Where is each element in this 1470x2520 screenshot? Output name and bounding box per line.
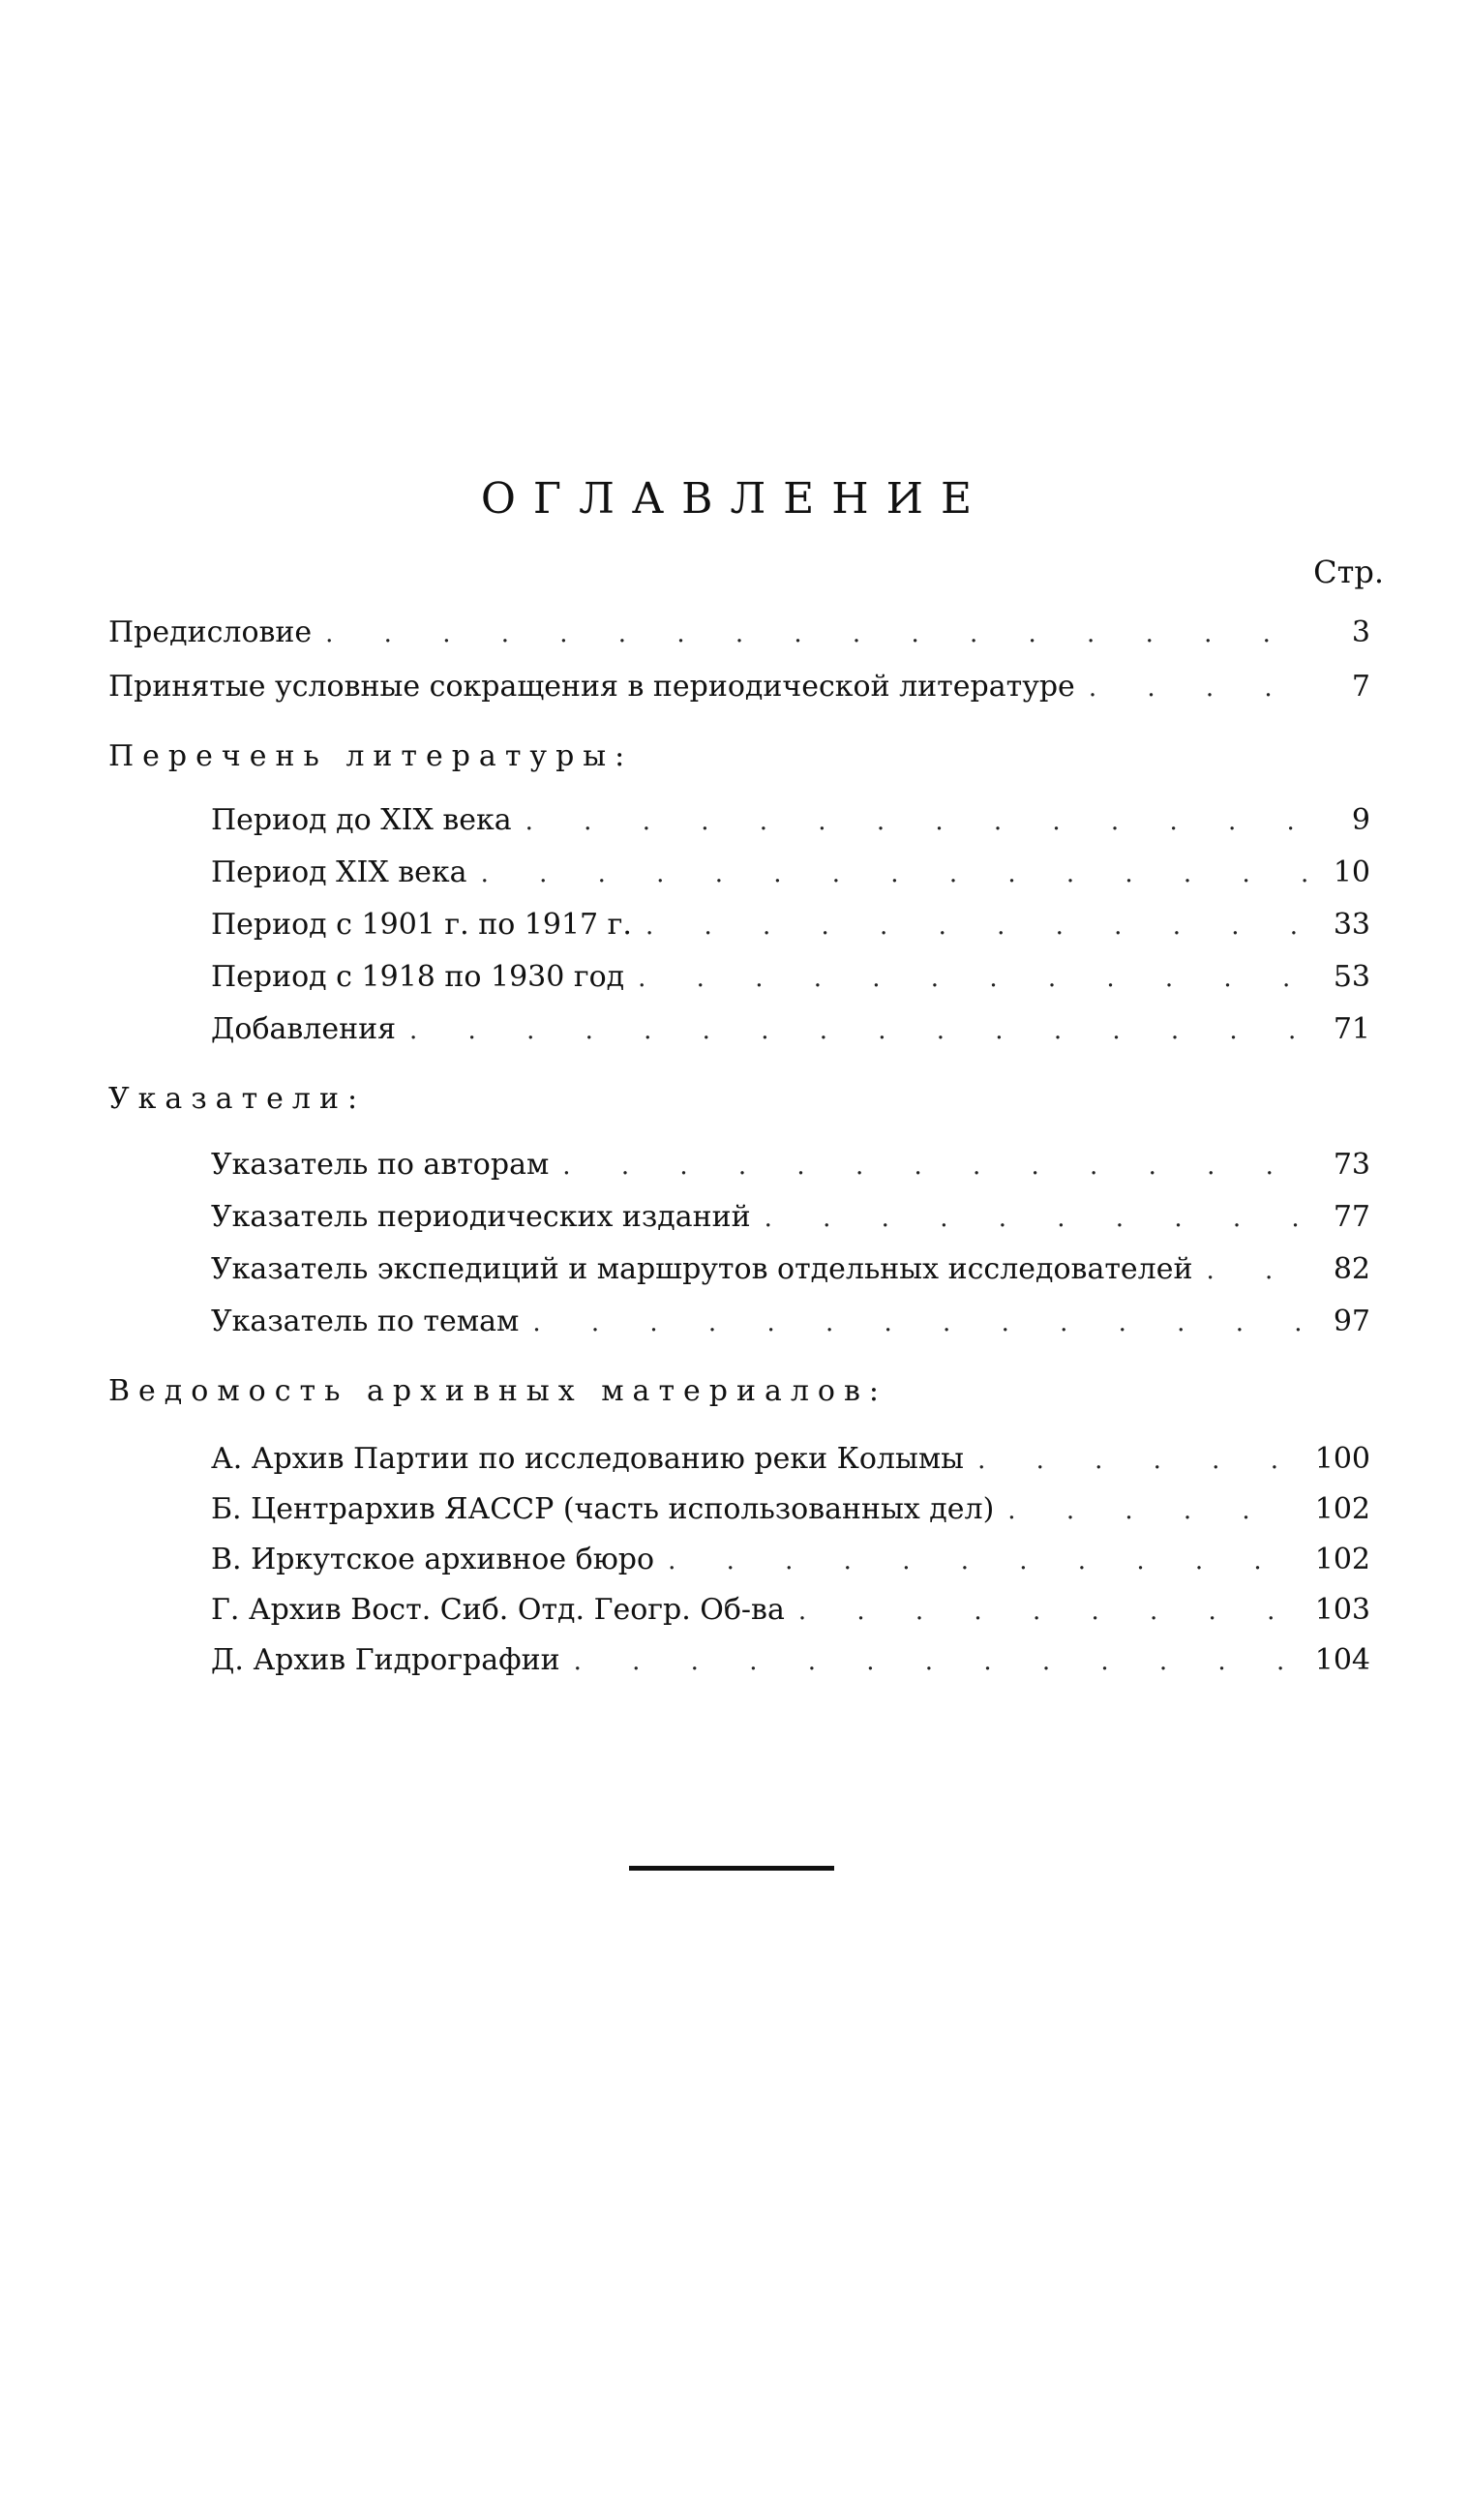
toc-entry-label: Д. Архив Гидрографии	[211, 1643, 560, 1677]
toc-entry	[211, 1492, 1370, 1539]
toc-entry	[211, 803, 1370, 850]
toc-entry-label: Период с 1918 по 1930 год	[211, 960, 625, 994]
dot-leader	[409, 1016, 1318, 1045]
toc-entry-page: 9	[1351, 803, 1370, 837]
dot-leader	[1207, 1256, 1319, 1285]
toc-entry-label: Период XIX века	[211, 855, 467, 889]
toc-entry	[211, 1012, 1370, 1059]
dot-leader	[562, 1152, 1318, 1181]
toc-entry-page: 10	[1333, 855, 1370, 889]
toc-entry-label: Добавления	[211, 1012, 397, 1046]
toc-entry	[211, 1148, 1370, 1194]
toc-entry	[211, 1593, 1370, 1639]
toc-entry-page: 102	[1314, 1543, 1370, 1576]
toc-entry-label: Указатель по темам	[211, 1305, 520, 1338]
toc-entry-label: Указатель по авторам	[211, 1148, 550, 1182]
toc-entry-abbreviations	[108, 670, 1370, 716]
toc-entry-page: 82	[1333, 1252, 1370, 1286]
toc-entry-page: 102	[1314, 1492, 1370, 1526]
toc-entry-page: 3	[1351, 615, 1370, 649]
toc-entry-page: 71	[1333, 1012, 1370, 1046]
section-heading-archives: Ведомость архивных материалов:	[108, 1374, 887, 1408]
toc-entry-page: 77	[1333, 1200, 1370, 1234]
toc-entry	[211, 908, 1370, 954]
toc-entry	[211, 960, 1370, 1006]
dot-leader	[798, 1597, 1302, 1626]
page-column-header: Стр.	[1313, 554, 1384, 590]
toc-entry-label: Принятые условные сокращения в периодической литературе	[108, 670, 1075, 704]
toc-entry-label: Период с 1901 г. по 1917 г.	[211, 908, 632, 942]
toc-entry-label: Указатель периодических изданий	[211, 1200, 751, 1234]
toc-entry-page: 103	[1314, 1593, 1370, 1627]
dot-leader	[325, 619, 1318, 648]
toc-entry-page: 100	[1314, 1442, 1370, 1476]
dot-leader	[645, 912, 1318, 941]
dot-leader	[1089, 674, 1318, 703]
toc-entry-page: 53	[1333, 960, 1370, 994]
toc-entry	[211, 1305, 1370, 1351]
dot-leader	[668, 1546, 1302, 1575]
toc-entry	[211, 1543, 1370, 1589]
toc-entry-page: 97	[1333, 1305, 1370, 1338]
dot-leader	[574, 1647, 1302, 1676]
toc-entry-label: Период до XIX века	[211, 803, 512, 837]
dot-leader	[1007, 1496, 1301, 1525]
section-heading-indexes: Указатели:	[108, 1082, 367, 1116]
dot-leader	[638, 964, 1318, 993]
toc-entry	[211, 1200, 1370, 1246]
toc-entry-page: 73	[1333, 1148, 1370, 1182]
toc-entry-page: 104	[1314, 1643, 1370, 1677]
toc-entry-page: 33	[1333, 908, 1370, 942]
toc-entry-label: Предисловие	[108, 615, 313, 649]
dot-leader	[532, 1308, 1318, 1337]
toc-entry	[211, 855, 1370, 902]
dot-leader	[765, 1204, 1318, 1233]
toc-entry-page: 7	[1351, 670, 1370, 704]
toc-entry	[211, 1252, 1370, 1299]
toc-entry-label: Б. Центрархив ЯАССР (часть использованных дел)	[211, 1492, 995, 1526]
toc-entry-label: А. Архив Партии по исследованию реки Колымы	[211, 1442, 965, 1476]
toc-entry-preface	[108, 615, 1370, 662]
toc-entry-label: В. Иркутское архивное бюро	[211, 1543, 655, 1576]
dot-leader	[525, 807, 1318, 836]
dot-leader	[481, 859, 1318, 888]
section-heading-literature: Перечень литературы:	[108, 739, 634, 773]
toc-entry	[211, 1643, 1370, 1690]
dot-leader	[977, 1446, 1302, 1475]
closing-rule	[629, 1866, 834, 1871]
toc-entry	[211, 1442, 1370, 1488]
page-title: ОГЛАВЛЕНИЕ	[480, 474, 990, 524]
toc-entry-label: Указатель экспедиций и маршрутов отдельных исследователей	[211, 1252, 1193, 1286]
toc-entry-label: Г. Архив Вост. Сиб. Отд. Геогр. Об-ва	[211, 1593, 785, 1627]
